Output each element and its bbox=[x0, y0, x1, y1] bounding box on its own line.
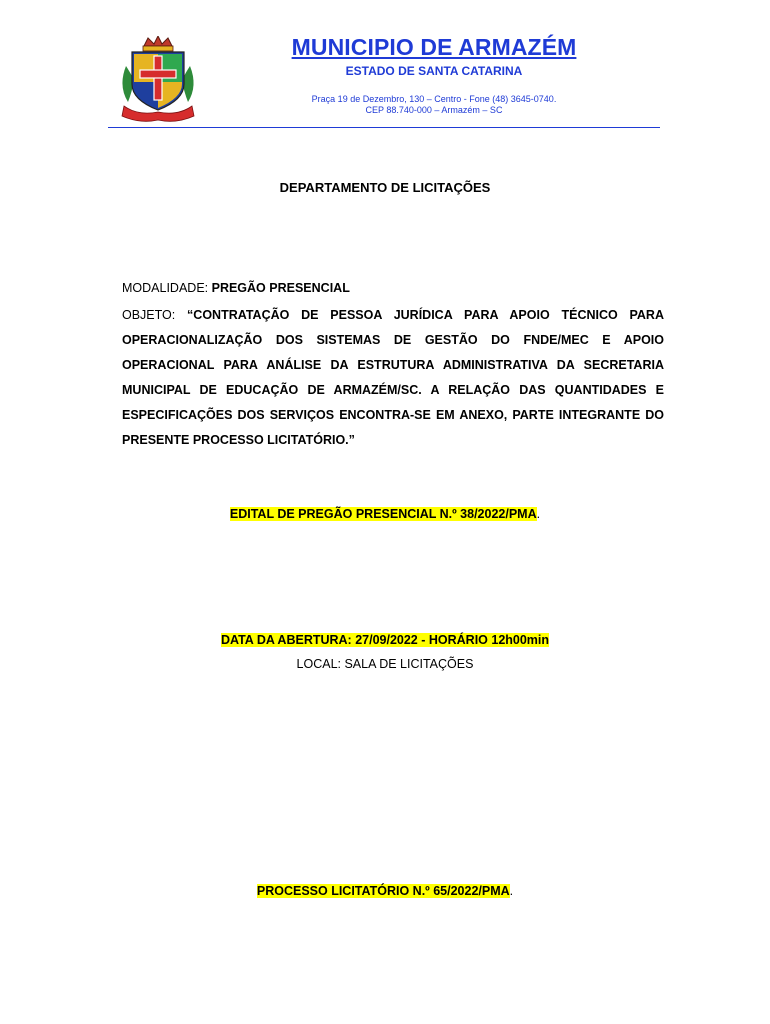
edital-suffix: . bbox=[536, 507, 541, 521]
modalidade-line bbox=[122, 281, 350, 295]
processo-line bbox=[0, 884, 770, 898]
modalidade-value: PREGÃO PRESENCIAL bbox=[211, 281, 350, 295]
objeto-label: OBJETO: bbox=[122, 308, 188, 322]
abertura-line bbox=[0, 633, 770, 647]
abertura-date: DATA DA ABERTURA: 27/09/2022 - HORÁRIO 12h00min bbox=[220, 633, 550, 647]
local-line: LOCAL: SALA DE LICITAÇÕES bbox=[296, 657, 474, 671]
modalidade-label: MODALIDADE: bbox=[122, 281, 212, 295]
edital-line bbox=[0, 507, 770, 521]
address-line-2: CEP 88.740-000 – Armazém – SC bbox=[365, 105, 503, 115]
header-divider bbox=[108, 127, 660, 128]
objeto-value: “CONTRATAÇÃO DE PESSOA JURÍDICA PARA APOIO TÉCNICO PARA OPERACIONALIZAÇÃO DOS SISTEMAS DE GESTÃO DO FNDE/MEC E APOIO OPERACIONAL PARA ANÁLISE DA ESTRUTURA ADMINISTRATIVA DA SECRETARIA MUNICIPAL DE EDUCAÇÃO DE ARMAZÉM/SC. A RELAÇÃO DAS QUANTIDADES E ESPECIFICAÇÕES DOS SERVIÇOS ENCONTRA-SE EM ANEXO, PARTE INTEGRANTE DO PRESENTE PROCESSO LICITATÓRIO.” bbox=[122, 308, 664, 447]
state-subtitle: ESTADO DE SANTA CATARINA bbox=[345, 64, 523, 78]
processo-number: PROCESSO LICITATÓRIO N.º 65/2022/PMA bbox=[256, 884, 510, 898]
address-block bbox=[200, 94, 668, 116]
address-line-1: Praça 19 de Dezembro, 130 – Centro - Fone (48) 3645-0740. bbox=[311, 94, 557, 104]
processo-suffix: . bbox=[509, 884, 514, 898]
department-heading: DEPARTAMENTO DE LICITAÇÕES bbox=[279, 180, 491, 195]
municipal-crest-icon bbox=[118, 36, 198, 122]
municipality-title: MUNICIPIO DE ARMAZÉM bbox=[291, 34, 577, 60]
objeto-paragraph bbox=[122, 303, 664, 453]
edital-number: EDITAL DE PREGÃO PRESENCIAL N.º 38/2022/PMA bbox=[229, 507, 537, 521]
